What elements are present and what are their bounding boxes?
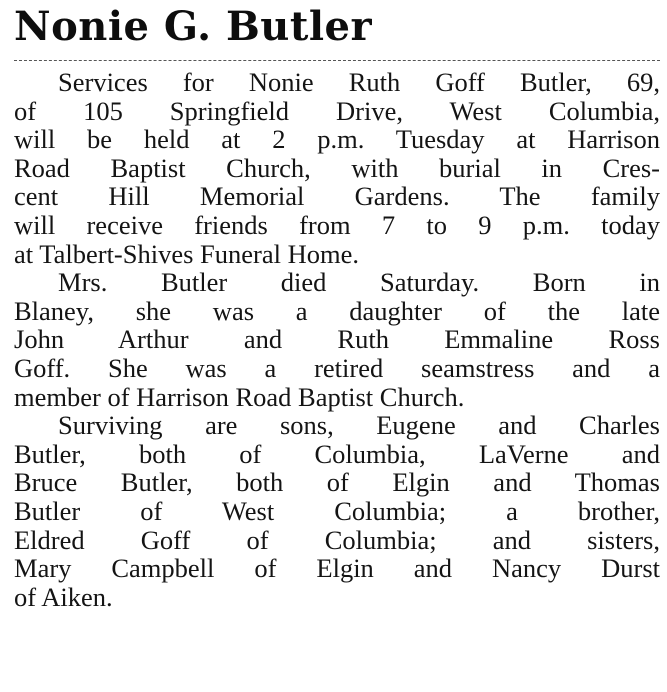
body-line: Blaney, she was a daughter of the late xyxy=(14,295,660,326)
body-line: Mary Campbell of Elgin and Nancy Durst xyxy=(14,553,660,584)
body-line: member of Harrison Road Baptist Church. xyxy=(14,381,465,412)
body-line: Services for Nonie Ruth Goff Butler, 69, xyxy=(58,67,660,97)
obituary-body xyxy=(14,68,660,611)
body-line: at Talbert-Shives Funeral Home. xyxy=(14,238,360,269)
body-line: Mrs. Butler died Saturday. Born in xyxy=(58,267,660,298)
body-line: John Arthur and Ruth Emmaline Ross xyxy=(14,324,660,355)
body-line: Road Baptist Church, with burial in Cres- xyxy=(14,152,660,183)
body-line: Surviving are sons, Eugene and Charles xyxy=(58,410,660,441)
body-line: of 105 Springfield Drive, West Columbia, xyxy=(14,95,660,126)
body-line: Goff. She was a retired seamstress and a xyxy=(14,352,660,383)
body-line: will be held at 2 p.m. Tuesday at Harrison xyxy=(14,124,660,155)
body-line: Eldred Goff of Columbia; and sisters, xyxy=(14,524,660,555)
headline-divider xyxy=(14,60,660,61)
body-line: Butler of West Columbia; a brother, xyxy=(14,495,660,526)
body-line: will receive friends from 7 to 9 p.m. today xyxy=(14,209,660,240)
body-line: of Aiken. xyxy=(14,581,113,612)
body-line: Butler, both of Columbia, LaVerne and xyxy=(14,438,660,469)
body-line: Bruce Butler, both of Elgin and Thomas xyxy=(14,467,660,498)
obituary-headline: Nonie G. Butler xyxy=(14,3,373,50)
body-line: cent Hill Memorial Gardens. The family xyxy=(14,181,660,212)
